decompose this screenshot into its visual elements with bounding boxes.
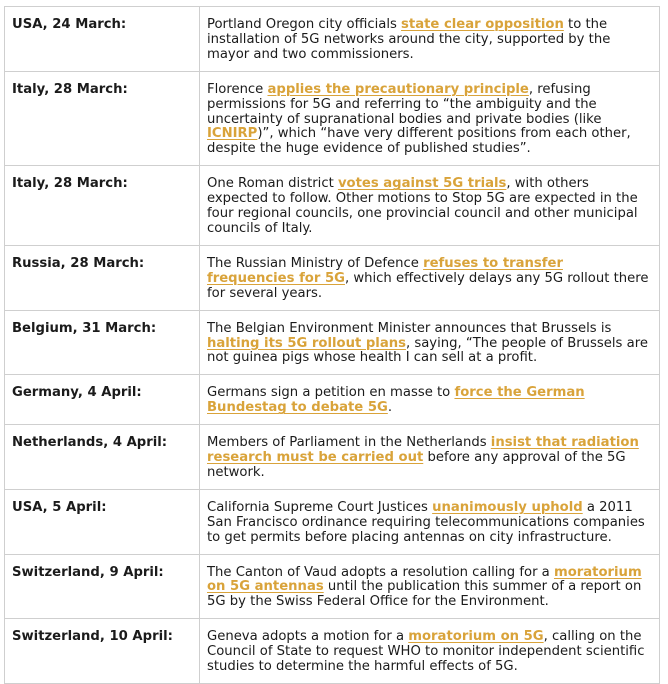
source-link[interactable]: moratorium on 5G [408, 629, 544, 645]
description-text: Geneva adopts a motion for a [207, 629, 409, 645]
description-text: , which effectively delays any 5G rollout there for several years. [207, 270, 649, 301]
event-date: Germany, 4 April: [5, 375, 200, 425]
table-row [5, 619, 660, 684]
table-row [5, 71, 660, 166]
event-description [200, 7, 660, 72]
events-table [4, 6, 660, 684]
table-row [5, 245, 660, 310]
description-text: One Roman district [207, 176, 338, 192]
event-date: Italy, 28 March: [5, 166, 200, 246]
event-description [200, 619, 660, 684]
source-link[interactable]: insist that radiation research must be carried out [207, 435, 639, 466]
source-link[interactable]: state clear opposition [401, 17, 564, 32]
description-text: Florence [207, 81, 268, 97]
description-text: , calling on the Council of State to request WHO to monitor independent scientific studies to determine the harmful effects of 5G. [207, 629, 645, 675]
description-text: The Russian Ministry of Defence [207, 255, 424, 271]
table-row [5, 425, 660, 490]
event-description [200, 166, 660, 246]
source-link[interactable]: unanimously uphold [432, 499, 583, 515]
description-text: The Belgian Environment Minister announces that Brussels is [207, 320, 612, 336]
event-date: Russia, 28 March: [5, 245, 200, 310]
description-text: )”, which “have very different positions from each other, despite the huge evidence of published studies”. [207, 126, 631, 157]
description-text: The Canton of Vaud adopts a resolution calling for a [207, 564, 554, 580]
event-description [200, 310, 660, 375]
source-link[interactable]: ICNIRP [207, 126, 258, 142]
event-description [200, 71, 660, 166]
table-row [5, 166, 660, 246]
description-text: . [387, 400, 393, 416]
event-description [200, 554, 660, 619]
source-link[interactable]: force the German Bundestag to debate 5G [207, 385, 585, 416]
description-text: a 2011 San Francisco ordinance requiring telecommunications companies to get permits before placing antennas on city infrastructure. [207, 499, 645, 545]
table-row [5, 375, 660, 425]
event-date: Switzerland, 9 April: [5, 554, 200, 619]
event-date: Belgium, 31 March: [5, 310, 200, 375]
description-text: , with others expected to follow. Other motions to Stop 5G are expected in the four regional councils, one provincial council and other municipal councils of Italy. [207, 176, 638, 236]
description-text: Members of Parliament in the Netherlands [207, 435, 491, 451]
source-link[interactable]: moratorium on 5G antennas [207, 564, 642, 595]
description-text: , refusing permissions for 5G and referring to “the ambiguity and the uncertainty of supranational bodies and private bodies (like [207, 81, 602, 127]
source-link[interactable]: applies the precautionary principle [267, 81, 529, 97]
description-text: , saying, “The people of Brussels are not guinea pigs whose health I can sell at a profit. [207, 335, 648, 366]
event-description [200, 425, 660, 490]
event-date: Netherlands, 4 April: [5, 425, 200, 490]
table-row [5, 489, 660, 554]
event-date: USA, 24 March: [5, 7, 200, 72]
event-date: Switzerland, 10 April: [5, 619, 200, 684]
table-row [5, 554, 660, 619]
description-text: until the publication this summer of a report on 5G by the Swiss Federal Office for the Environment. [207, 579, 642, 610]
event-date: USA, 5 April: [5, 489, 200, 554]
event-description [200, 245, 660, 310]
table-row [5, 310, 660, 375]
source-link[interactable]: halting its 5G rollout plans [207, 335, 406, 351]
events-table-body [5, 7, 660, 684]
description-text: California Supreme Court Justices [207, 499, 433, 515]
description-text: to the installation of 5G networks around the city, supported by the mayor and two commissioners. [207, 17, 611, 62]
event-description [200, 375, 660, 425]
description-text: Germans sign a petition en masse to [207, 385, 455, 401]
event-date: Italy, 28 March: [5, 71, 200, 166]
source-link[interactable]: refuses to transfer frequencies for 5G [207, 255, 563, 286]
source-link[interactable]: votes against 5G trials [337, 176, 507, 192]
table-row [5, 7, 660, 72]
description-text: Portland Oregon city officials [207, 17, 402, 32]
event-description [200, 489, 660, 554]
description-text: before any approval of the 5G network. [207, 450, 626, 480]
